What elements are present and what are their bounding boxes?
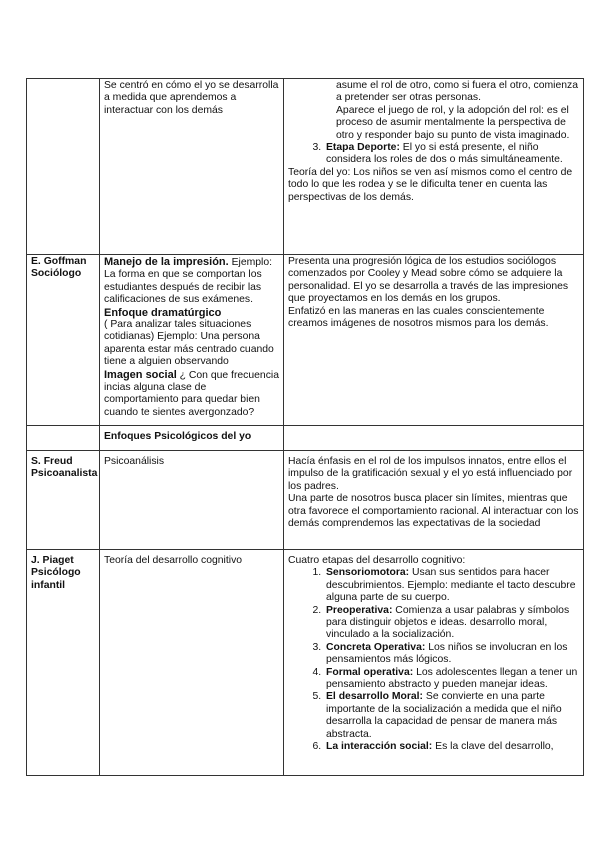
description-cell: Psicoanálisis bbox=[100, 451, 284, 550]
name-cell bbox=[27, 426, 100, 451]
list-item: 6. La interacción social: Es la clave del desarrollo, bbox=[324, 741, 579, 753]
detail-cell bbox=[284, 79, 584, 255]
detail-cell bbox=[284, 426, 584, 451]
detail-cell: Presenta una progresión lógica de los estudios sociólogos comenzados por Cooley y Mead sobre cómo se adquiere la personalidad. El yo se desarrolla a través de las impresiones que proyectamos en los demás en los grupos. Enfatizó en las maneras en las cuales conscientemente creamos imágenes de nosotros mismos para los demás. bbox=[284, 255, 584, 426]
name-cell: J. Piaget Psicólogo infantil bbox=[27, 550, 100, 776]
continued-text: Aparece el juego de rol, y la adopción del rol: es el proceso de asumir mentalmente la perspectiva de otro y responder bajo su punto de vista imaginado. bbox=[336, 104, 570, 141]
table-row bbox=[27, 550, 584, 776]
list-item: 4. Formal operativa: Los adolescentes llegan a tener un pensamiento abstracto y pueden manejar ideas. bbox=[324, 667, 579, 692]
name-cell: E. Goffman Sociólogo bbox=[27, 255, 100, 426]
section-title: Enfoques Psicológicos del yo bbox=[100, 426, 284, 451]
list-item: 3. Etapa Deporte: El yo si está presente, el niño considera los roles de dos o más simultáneamente. bbox=[324, 142, 579, 167]
stage-list bbox=[288, 142, 579, 167]
name-cell bbox=[27, 79, 100, 255]
table-row bbox=[27, 255, 584, 426]
section-row bbox=[27, 426, 584, 451]
detail-cell: Hacía énfasis en el rol de los impulsos innatos, entre ellos el impulso de la gratificación sexual y el yo está influenciado por los padres. Una parte de nosotros busca placer sin límites, mientras que otra favorece el comportamiento racional. Al interactuar con los demás comprendemos las expectativas de la sociedad bbox=[284, 451, 584, 550]
list-item: 5. El desarrollo Moral: Se convierte en una parte importante de la socialización a medida que el niño desarrolla la capacidad de pensar de manera más abstracta. bbox=[324, 691, 579, 741]
description-cell: Teoría del desarrollo cognitivo bbox=[100, 550, 284, 776]
table-row bbox=[27, 451, 584, 550]
teoria-text: Teoría del yo: Los niños se ven así mismos como el centro de todo lo que les rodea y se le dificulta tener en cuenta las perspectivas de los demás. bbox=[288, 166, 573, 203]
table-row bbox=[27, 79, 584, 255]
continued-text: asume el rol de otro, como si fuera el otro, comienza a pretender ser otras personas. bbox=[336, 80, 578, 104]
description-cell: Manejo de la impresión. Ejemplo: La forma en que se comportan los estudiantes después de recibir las calificaciones de sus exámenes. Enfoque dramatúrgico ( Para analizar tales situaciones cotidianas) Ejemplo: Una persona aparenta estar más centrado cuando tiene a alguien observando Imagen social ¿ Con que frecuencia incias alguna clase de comportamiento para quedar bien cuando te sientes avergonzado? bbox=[100, 255, 284, 426]
stage-list bbox=[288, 567, 579, 753]
list-item: 1. Sensoriomotora: Usan sus sentidos para hacer descubrimientos. Ejemplo: mediante el tacto descubre alguna parte de su cuerpo. bbox=[324, 567, 579, 604]
list-item: 3. Concreta Operativa: Los niños se involucran en los pensamientos más lógicos. bbox=[324, 642, 579, 667]
name-cell: S. Freud Psicoanalista bbox=[27, 451, 100, 550]
description-cell: Se centró en cómo el yo se desarrolla a medida que aprendemos a interactuar con los demás bbox=[100, 79, 284, 255]
detail-cell: Cuatro etapas del desarrollo cognitivo: 1. Sensoriomotora: Usan sus sentidos para hacer descubrimientos. Ejemplo: mediante el tacto descubre alguna parte de su cuerpo. 2. Preoperativa: Comienza a usar palabras y símbolos para distinguir objetos e ideas. desarrollo moral, vinculado a la socialización. 3. Concreta Operativa: Los niños se involucran en los pensamientos más lógicos. 4. Formal operativa: Los adolescentes llegan a tener un pensamiento abstracto y pueden manejar ideas. 5. El desarrollo Moral: Se convierte en una parte importante de la socialización a medida que el niño desarrolla la capacidad de pensar de manera más abstracta. 6. La interacción social: Es la clave del desarrollo, bbox=[284, 550, 584, 776]
list-item: 2. Preoperativa: Comienza a usar palabras y símbolos para distinguir objetos e ideas. desarrollo moral, vinculado a la socialización. bbox=[324, 605, 579, 642]
content-table bbox=[26, 78, 584, 776]
